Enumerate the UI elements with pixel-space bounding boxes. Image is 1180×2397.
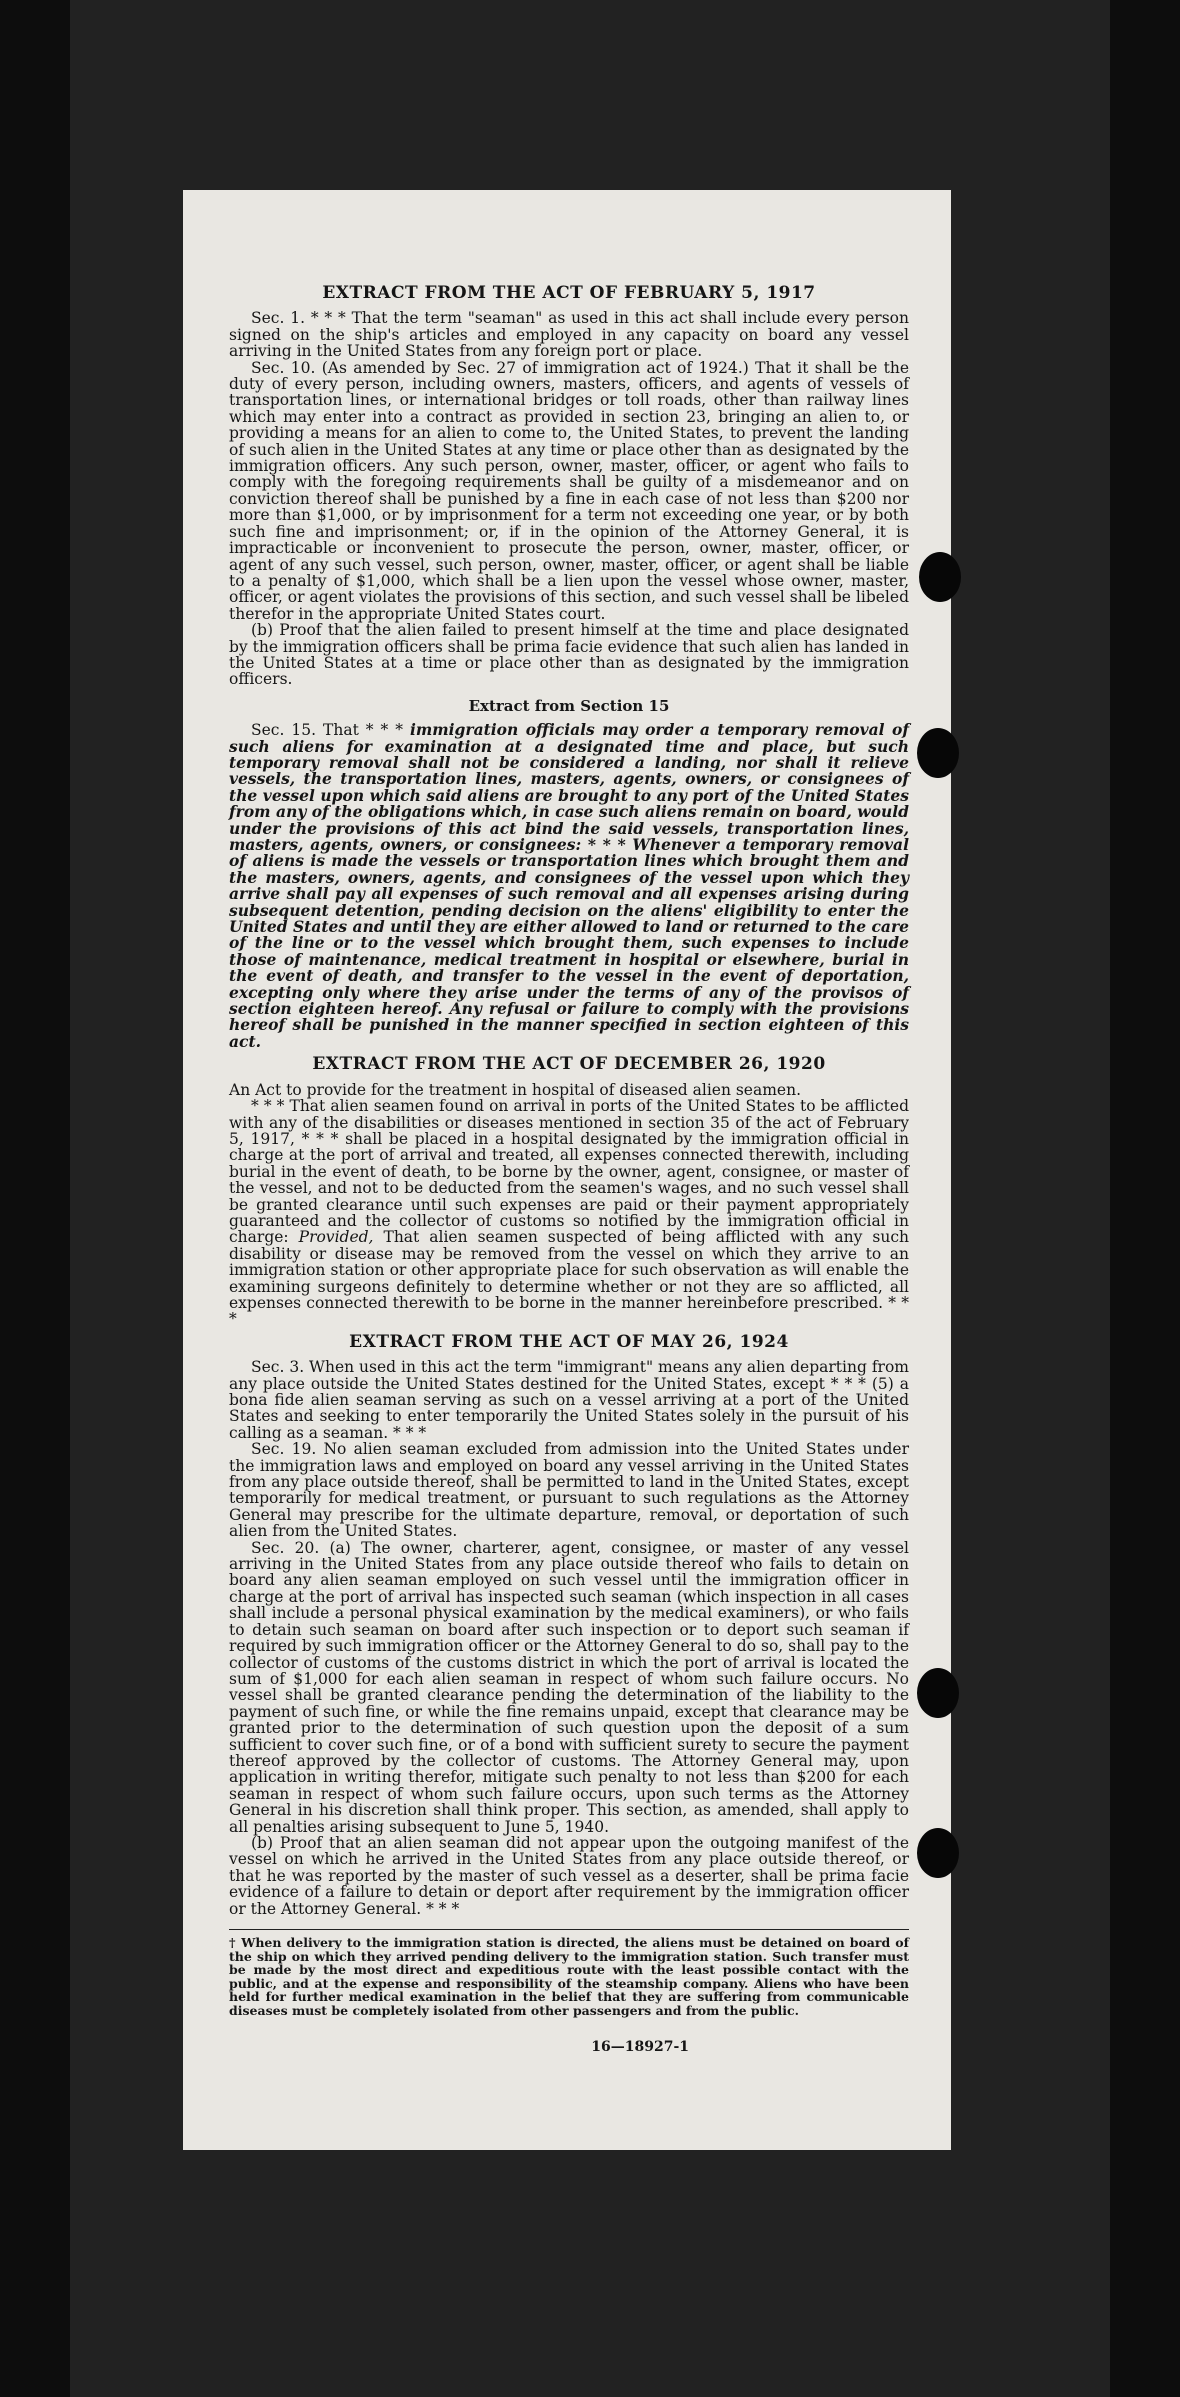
- paragraph-1924-sec20a: Sec. 20. (a) The owner, charterer, agent, consignee, or master of any vessel arriving in the United States from any place outside thereof who fails to detain on board any alien seaman employed on such vessel until the immigration officer in charge at the port of arrival has inspected such seaman (which inspection in all cases shall include a personal physical examination by the medical examiners), or who fails to detain such seaman on board after such inspection or to deport such seaman if required by such immigration officer or the Attorney General to do so, shall pay to the collector of customs of the customs district in which the port of arrival is located the sum of $1,000 for each alien seaman in respect of whom such failure occurs. No vessel shall be granted clearance pending the determination of the liability to the payment of such fine, or while the fine remains unpaid, except that clearance may be granted prior to the determination of such question upon the deposit of a sum sufficient to cover such fine, or of a bond with sufficient surety to secure the payment thereof approved by the collector of customs. The Attorney General may, upon application in writing therefor, mitigate such penalty to not less than $200 for each seaman in respect of whom such failure occurs, upon such terms as the Attorney General in his discretion shall think proper. This section, as amended, shall apply to all penalties arising subsequent to June 5, 1940.: [229, 1538, 909, 1836]
- paragraph-1924-sec3: Sec. 3. When used in this act the term "immigrant" means any alien departing from any place outside the United States destined for the United States, except * * * (5) a bona fide alien seaman serving as such on a vessel arriving at a port of the United States and seeking to enter temporarily the United States solely in the pursuit of his calling as a seaman. * * *: [229, 1358, 910, 1442]
- paragraph-1920-body-b: That alien seamen suspected of being afflicted with any such disability or disease may be removed from the vessel on which they arrive to an immigration station or other appropriate place for such observation as will enable the examining surgeons definitely to determine whether or not they are so afflicted, all expenses connected therewith to be borne in the manner hereinbefore prescribed. * * *: [229, 1228, 909, 1329]
- heading-act-1917: EXTRACT FROM THE ACT OF FEBRUARY 5, 1917: [322, 283, 816, 303]
- paragraph-1920-title: An Act to provide for the treatment in hospital of diseased alien seamen.: [229, 1080, 802, 1099]
- heading-act-1924: EXTRACT FROM THE ACT OF MAY 26, 1924: [349, 1331, 789, 1352]
- paragraph-section-15: [229, 722, 909, 1050]
- paragraph-1920-body-a: * * * That alien seamen found on arrival in ports of the United States to be afflicted with any of the disabilities or diseases mentioned in section 35 of the act of February 5, 1917, * * * shall be placed in a hospital designated by the immigration official in charge at the port of arrival and treated, all expenses connected therewith, including burial in the event of death, to be borne by the owner, agent, consignee, or master of the vessel, and not to be deducted from the seamen's wages, and no such vessel shall be granted clearance until such expenses are paid or their payment appropriately guaranteed and the collector of customs so notified by the immigration official in charge:: [229, 1097, 909, 1247]
- heading-act-1920: EXTRACT FROM THE ACT OF DECEMBER 26, 1920: [312, 1054, 826, 1075]
- punch-hole-1: [919, 552, 961, 602]
- paragraph-1917-sec10: Sec. 10. (As amended by Sec. 27 of immigration act of 1924.) That it shall be the duty of every person, including owners, masters, officers, and agents of vessels of transportation lines, or international bridges or toll roads, other than railway lines which may enter into a contract as provided in section 23, bringing an alien to, or providing a means for an alien to come to, the United States, to prevent the landing of such alien in the United States at any time or place other than as designated by the immigration officers. Any such person, owner, master, officer, or agent who fails to comply with the foregoing requirements shall be guilty of a misdemeanor and on conviction thereof shall be punished by a fine in each case of not less than $200 nor more than $1,000, or by imprisonment for a term not exceeding one year, or by both such fine and imprisonment; or, if in the opinion of the Attorney General, it is impracticable or inconvenient to prosecute the person, owner, master, officer, or agent of any such vessel, such person, owner, master, officer, or agent shall be liable to a penalty of $1,000, which shall be a lien upon the vessel whose owner, master, officer, or agent violates the provisions of this section, and such vessel shall be libeled therefor in the appropriate United States court.: [229, 358, 909, 623]
- section-15-body: immigration officials may order a temporary removal of such aliens for examination at a designated time and place, but such temporary removal shall not be considered a landing, nor shall it relieve vessels, the transportation lines, masters, agents, owners, or consignees of the vessel upon which said aliens are brought to any port of the United States from any of the obligations which, in case such aliens remain on board, would under the provisions of this act bind the said vessels, transportation lines, masters, agents, owners, or consignees: * * * Whenever a temporary removal of aliens is made the vessels or transportation lines which brought them and the masters, owners, agents, and consignees of the vessel upon which they arrive shall pay all expenses of such removal and all expenses arising during subsequent detention, pending decision on the aliens' eligibility to enter the United States and until they are either allowed to land or returned to the care of the line or to the vessel which brought them, such expenses to include those of maintenance, medical treatment in hospital or elsewhere, burial in the event of death, and transfer to the vessel in the event of deportation, excepting only where they arise under the terms of any of the provisos of section eighteen hereof. Any refusal or failure to comply with the provisions hereof shall be punished in the manner specified in section eighteen of this act.: [229, 720, 910, 1051]
- heading-section-15: Extract from Section 15: [468, 696, 670, 715]
- section-15-lead: Sec. 15. That * * *: [251, 721, 410, 740]
- paragraph-1924-sec19: Sec. 19. No alien seaman excluded from admission into the United States under the immigration laws and employed on board any vessel arriving in the United States from any place outside thereof, shall be permitted to land in the United States, except temporarily for medical treatment, or pursuant to such regulations as the Attorney General may prescribe for the ultimate departure, removal, or deportation of such alien from the United States.: [229, 1440, 909, 1541]
- footnote-divider: [229, 1929, 909, 1930]
- paragraph-1917-proof: (b) Proof that the alien failed to present himself at the time and place designated by the immigration officers shall be prima facie evidence that such alien has landed in the United States at a time or place other than as designated by the immigration officers.: [229, 621, 909, 689]
- provided-italic: Provided,: [298, 1228, 374, 1247]
- paragraph-1920-body: [229, 1098, 909, 1328]
- form-number: 16—18927-1: [591, 2039, 689, 2055]
- film-edge-left: [0, 0, 70, 2397]
- punch-hole-3: [917, 1668, 959, 1718]
- punch-hole-2: [917, 728, 959, 778]
- paragraph-1917-sec1: Sec. 1. * * * That the term "seaman" as used in this act shall include every person signed on the ship's articles and employed in any capacity on board any vessel arriving in the United States from any foreign port or place.: [229, 309, 909, 361]
- footnote: † When delivery to the immigration station is directed, the aliens must be detained on board of the ship on which they arrived pending delivery to the immigration station. Such transfer must be made by the most direct and expeditious route with the least possible contact with the public, and at the expense and responsibility of the steamship company. Aliens who have been held for further medical examination in the belief that they are suffering from communicable diseases must be completely isolated from other passengers and from the public.: [229, 1935, 909, 2018]
- document-page: [183, 190, 951, 2150]
- paragraph-1924-sec20b: (b) Proof that an alien seaman did not appear upon the outgoing manifest of the vessel on which he arrived in the United States from any place outside thereof, or that he was reported by the master of such vessel as a deserter, shall be prima facie evidence of a failure to detain or deport after requirement by the immigration officer or the Attorney General. * * *: [229, 1833, 909, 1918]
- film-edge-right: [1110, 0, 1180, 2397]
- punch-hole-4: [917, 1828, 959, 1878]
